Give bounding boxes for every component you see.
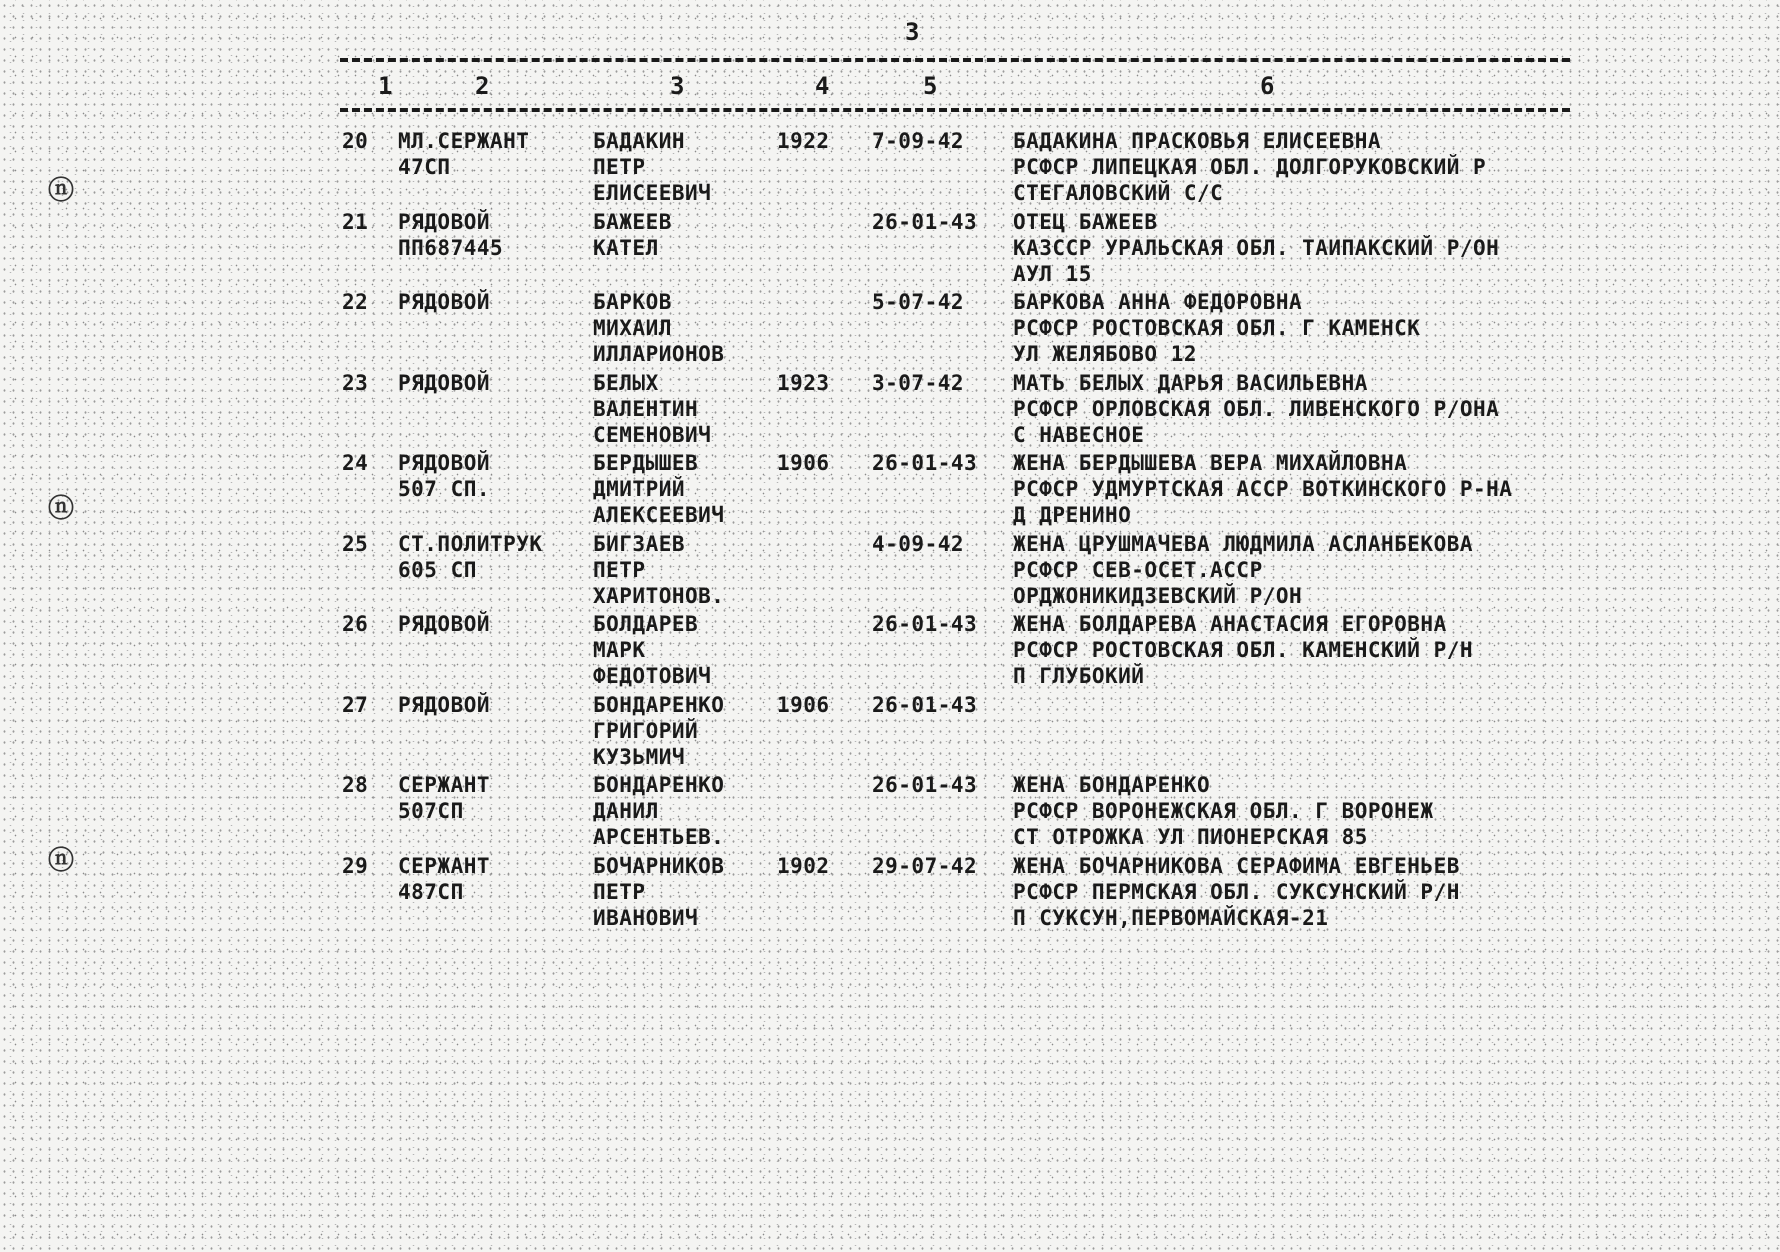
record-birth-year-line: 1906 [777,451,830,475]
record-rank-unit-line: СЕРЖАНТ [398,853,491,878]
record-rank-unit [398,772,490,824]
record-relative-address-line: ОТЕЦ БАЖЕЕВ [1013,209,1158,234]
record-date [872,692,977,718]
col-header-2: 2 [475,72,490,100]
record-full-name [593,772,724,850]
record-full-name-line: БАДАКИН [593,129,686,153]
record-birth-year [777,853,830,879]
record-full-name [593,853,724,931]
col-header-6: 6 [1260,72,1275,100]
record-date [872,289,964,315]
record-date [872,531,964,557]
record-full-name-line: АЛЕКСЕЕВИЧ [593,503,725,527]
record-full-name-line: БОНДАРЕНКО [593,692,725,717]
col-header-5: 5 [923,72,938,100]
record-rank-unit-line: 487СП [398,879,464,904]
record-row [0,692,1780,772]
record-date-line: 5-07-42 [872,290,965,314]
record-relative-address-line: АУЛ 15 [1013,261,1092,286]
record-relative-address [1013,611,1473,689]
record-full-name-line: БЕРДЫШЕВ [593,451,699,475]
record-number [342,450,368,476]
record-relative-address [1013,853,1460,931]
record-row [0,531,1780,611]
record-rank-unit-line: РЯДОВОЙ [398,692,491,717]
record-number [342,611,368,637]
record-number-line: 20 [342,129,369,153]
record-relative-address-line: БАДАКИНА ПРАСКОВЬЯ ЕЛИСЕЕВНА [1013,129,1382,153]
record-rank-unit [398,370,490,396]
record-full-name-line: БОЧАРНИКОВ [593,853,725,878]
record-relative-address-line: РСФСР ПЕРМСКАЯ ОБЛ. СУКСУНСКИЙ Р/Н [1013,879,1460,904]
record-relative-address-line: КАЗССР УРАЛЬСКАЯ ОБЛ. ТАИПАКСКИЙ Р/ОН [1013,235,1500,260]
record-rank-unit [398,289,490,315]
record-relative-address-line: СТ ОТРОЖКА УЛ ПИОНЕРСКАЯ 85 [1013,825,1368,849]
record-full-name-line: ПЕТР [593,155,646,179]
record-relative-address [1013,209,1499,287]
record-full-name-line: ВАЛЕНТИН [593,396,699,421]
record-birth-year [777,692,830,718]
record-rank-unit-line: 605 СП [398,557,477,582]
record-date-line: 26-01-43 [872,209,978,234]
margin-mark-2: ⓝ [48,494,75,524]
record-row [0,853,1780,933]
record-relative-address-line: С НАВЕСНОЕ [1013,422,1145,447]
col-header-4: 4 [815,72,830,100]
record-relative-address-line: РСФСР РОСТОВСКАЯ ОБЛ. Г КАМЕНСК [1013,316,1421,340]
record-rank-unit-line: СТ.ПОЛИТРУК [398,531,543,556]
record-date [872,128,964,154]
col-header-3: 3 [670,72,685,100]
record-full-name-line: ИВАНОВИЧ [593,905,699,930]
record-full-name-line: ГРИГОРИЙ [593,718,699,743]
record-date-line: 3-07-42 [872,370,965,395]
record-number [342,531,368,557]
record-birth-year-line: 1923 [777,370,830,395]
record-full-name-line: БЕЛЫХ [593,370,659,395]
record-birth-year-line: 1906 [777,692,830,717]
record-row [0,209,1780,289]
record-relative-address-line: РСФСР УДМУРТСКАЯ АССР ВОТКИНСКОГО Р-НА [1013,477,1513,501]
record-full-name-line: БОНДАРЕНКО [593,773,725,797]
margin-mark-1: ⓝ [48,176,75,206]
record-date-line: 26-01-43 [872,692,978,717]
record-full-name-line: БАРКОВ [593,290,672,314]
record-relative-address-line: РСФСР ВОРОНЕЖСКАЯ ОБЛ. Г ВОРОНЕЖ [1013,799,1434,823]
record-date-line: 4-09-42 [872,531,965,556]
record-date-line: 29-07-42 [872,853,978,878]
record-full-name-line: ПЕТР [593,557,646,582]
record-relative-address-line: ЖЕНА БОЛДАРЕВА АНАСТАСИЯ ЕГОРОВНА [1013,612,1447,636]
record-full-name-line: БАЖЕЕВ [593,209,672,234]
record-relative-address-line: РСФСР СЕВ-ОСЕТ.АССР [1013,557,1263,582]
record-rank-unit [398,450,490,502]
record-row [0,772,1780,852]
record-number-line: 25 [342,531,369,556]
record-row [0,611,1780,691]
record-number-line: 29 [342,853,369,878]
record-date [872,370,964,396]
record-relative-address [1013,450,1512,528]
record-number-line: 23 [342,370,369,395]
record-relative-address [1013,772,1434,850]
record-relative-address-line: Д ДРЕНИНО [1013,503,1132,527]
record-relative-address-line: РСФСР ОРЛОВСКАЯ ОБЛ. ЛИВЕНСКОГО Р/ОНА [1013,396,1500,421]
record-relative-address-line: ОРДЖОНИКИДЗЕВСКИЙ Р/ОН [1013,583,1303,608]
record-relative-address-line: УЛ ЖЕЛЯБОВО 12 [1013,342,1198,366]
record-rank-unit-line: 507 СП. [398,477,491,501]
record-rank-unit-line: РЯДОВОЙ [398,209,491,234]
record-date-line: 26-01-43 [872,773,978,797]
record-birth-year [777,128,830,154]
record-number [342,772,368,798]
record-rank-unit [398,611,490,637]
record-full-name [593,289,724,367]
record-full-name [593,692,724,770]
record-full-name-line: ДМИТРИЙ [593,477,686,501]
record-rank-unit-line: 507СП [398,799,464,823]
record-full-name-line: ПЕТР [593,879,646,904]
col-header-1: 1 [378,72,393,100]
record-number-line: 27 [342,692,369,717]
record-full-name-line: БОЛДАРЕВ [593,612,699,636]
record-number [342,853,368,879]
record-birth-year-line: 1922 [777,129,830,153]
record-relative-address-line: ЖЕНА БОНДАРЕНКО [1013,773,1211,797]
record-relative-address-line: РСФСР ЛИПЕЦКАЯ ОБЛ. ДОЛГОРУКОВСКИЙ Р [1013,155,1487,179]
record-rank-unit [398,531,543,583]
record-full-name [593,128,711,206]
record-date [872,209,977,235]
record-relative-address [1013,531,1473,609]
record-row [0,450,1780,530]
record-row [0,370,1780,450]
record-full-name-line: ФЕДОТОВИЧ [593,664,712,688]
record-relative-address-line: П ГЛУБОКИЙ [1013,664,1145,688]
record-number [342,370,368,396]
record-relative-address-line: П СУКСУН,ПЕРВОМАЙСКАЯ-21 [1013,905,1329,930]
record-rank-unit-line: 47СП [398,155,451,179]
record-birth-year [777,370,830,396]
record-date-line: 26-01-43 [872,451,978,475]
record-rank-unit [398,853,490,905]
record-rank-unit-line: РЯДОВОЙ [398,451,491,475]
record-date [872,450,977,476]
record-relative-address-line: ЖЕНА БОЧАРНИКОВА СЕРАФИМА ЕВГЕНЬЕВ [1013,853,1460,878]
record-relative-address-line: БАРКОВА АННА ФЕДОРОВНА [1013,290,1303,314]
record-number [342,692,368,718]
record-row [0,289,1780,369]
record-birth-year [777,450,830,476]
record-full-name [593,370,711,448]
record-date-line: 26-01-43 [872,612,978,636]
record-date [872,853,977,879]
record-relative-address [1013,370,1499,448]
record-date [872,611,977,637]
record-relative-address-line: СТЕГАЛОВСКИЙ С/С [1013,181,1224,205]
header-rule-top [340,58,1570,62]
record-full-name-line: МИХАИЛ [593,316,672,340]
margin-mark-3: ⓝ [48,846,75,876]
record-full-name-line: КУЗЬМИЧ [593,744,686,769]
record-number [342,289,368,315]
record-relative-address-line: РСФСР РОСТОВСКАЯ ОБЛ. КАМЕНСКИЙ Р/Н [1013,638,1474,662]
record-number-line: 28 [342,773,369,797]
record-number-line: 24 [342,451,369,475]
record-rank-unit [398,692,490,718]
record-number [342,209,368,235]
record-full-name-line: КАТЕЛ [593,235,659,260]
record-row [0,128,1780,208]
record-date [872,772,977,798]
record-full-name-line: ДАНИЛ [593,799,659,823]
record-birth-year-line: 1902 [777,853,830,878]
record-full-name [593,450,724,528]
record-relative-address-line: ЖЕНА БЕРДЫШЕВА ВЕРА МИХАЙЛОВНА [1013,451,1408,475]
record-date-line: 7-09-42 [872,129,965,153]
record-rank-unit-line: СЕРЖАНТ [398,773,491,797]
record-full-name-line: МАРК [593,638,646,662]
record-full-name-line: ИЛЛАРИОНОВ [593,342,725,366]
record-full-name-line: БИГЗАЕВ [593,531,686,556]
record-full-name-line: АРСЕНТЬЕВ. [593,825,725,849]
record-rank-unit-line: РЯДОВОЙ [398,290,491,314]
page-number: 3 [905,18,920,46]
record-rank-unit-line: РЯДОВОЙ [398,612,491,636]
record-rank-unit-line: МЛ.СЕРЖАНТ [398,129,530,153]
record-rank-unit [398,209,503,261]
record-full-name-line: СЕМЕНОВИЧ [593,422,712,447]
record-relative-address-line: МАТЬ БЕЛЫХ ДАРЬЯ ВАСИЛЬЕВНА [1013,370,1368,395]
record-rank-unit-line: ПП687445 [398,235,504,260]
record-full-name [593,611,711,689]
record-rank-unit-line: РЯДОВОЙ [398,370,491,395]
record-full-name [593,531,724,609]
record-full-name [593,209,672,261]
record-number [342,128,368,154]
record-full-name-line: ЕЛИСЕЕВИЧ [593,181,712,205]
record-rank-unit [398,128,529,180]
record-relative-address [1013,289,1420,367]
record-number-line: 21 [342,209,369,234]
record-relative-address-line: ЖЕНА ЦРУШМАЧЕВА ЛЮДМИЛА АСЛАНБЕКОВА [1013,531,1474,556]
record-number-line: 26 [342,612,369,636]
header-rule-bottom [340,108,1570,112]
record-relative-address [1013,128,1486,206]
record-number-line: 22 [342,290,369,314]
record-full-name-line: ХАРИТОНОВ. [593,583,725,608]
